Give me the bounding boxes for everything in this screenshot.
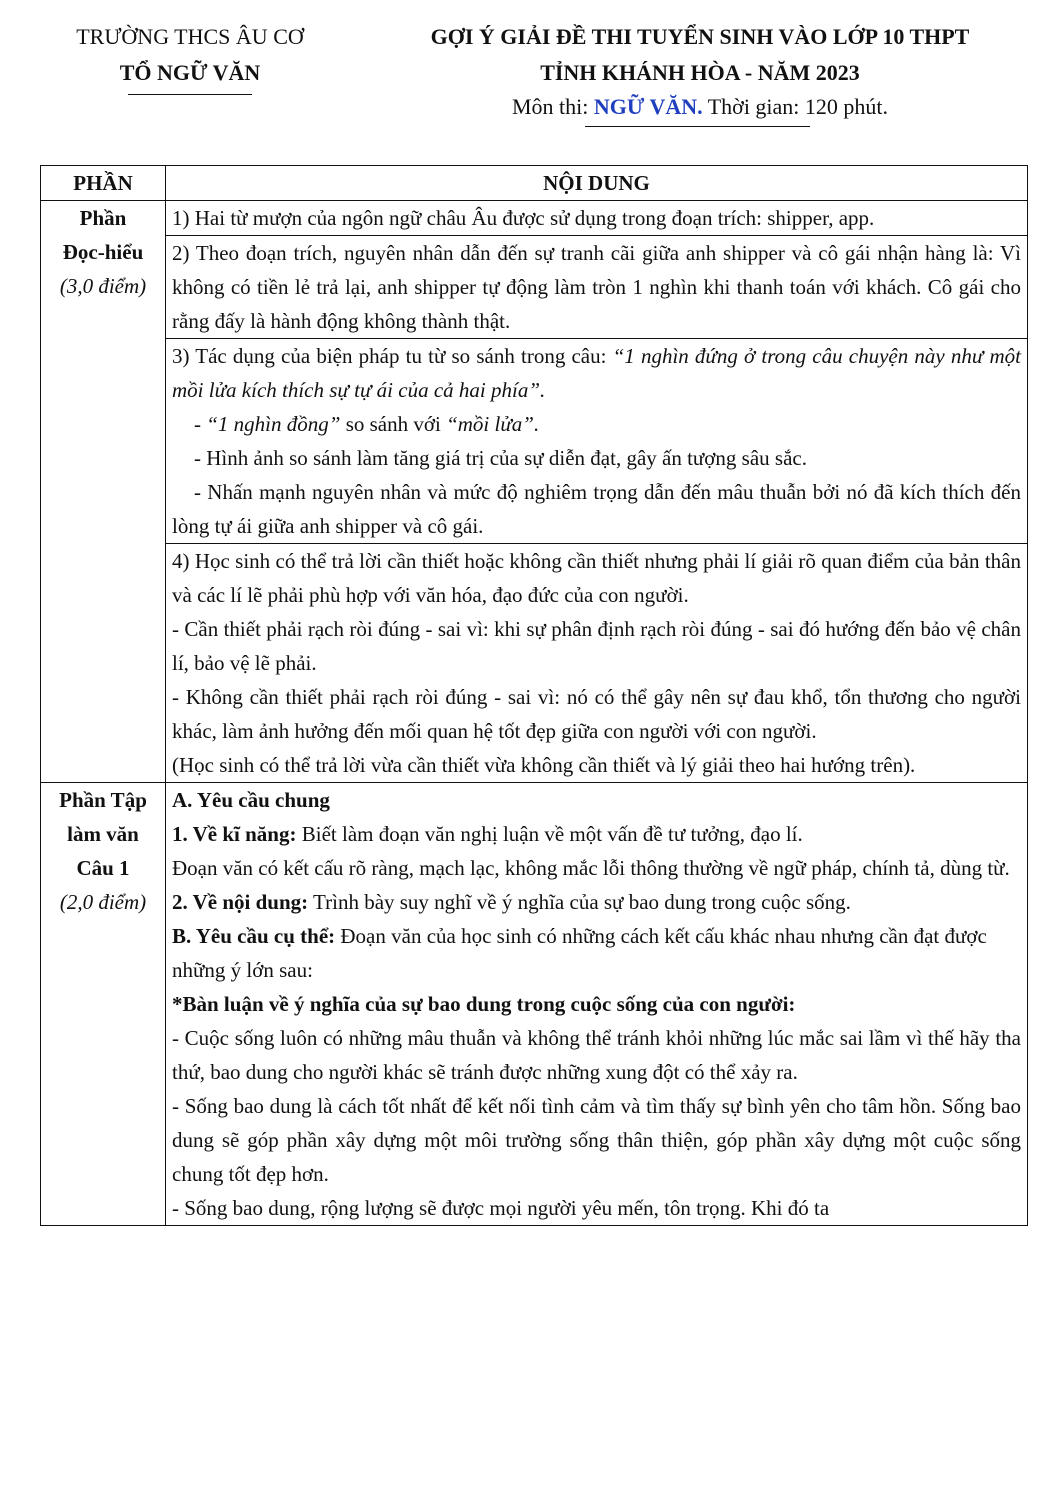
q4-para-4: (Học sinh có thể trả lời vừa cần thiết vừa không cần thiết và lý giải theo hai hướng trên). [172,753,916,777]
writing-skill-label: 1. Về kĩ năng: [172,822,297,846]
q4-para-1: 4) Học sinh có thể trả lời cần thiết hoặc không cần thiết nhưng phải lí giải rõ quan điểm của bản thân và các lí lẽ phải phù hợp với văn hóa, đạo đức của con người. [172,549,1021,607]
answer-q1-text: 1) Hai từ mượn của ngôn ngữ châu Âu được sử dụng trong đoạn trích: shipper, app. [172,206,875,230]
table-header-row [41,166,1028,201]
exam-subject-line [360,90,1040,124]
writing-skill [172,817,1021,851]
subject-name: NGỮ VĂN. [593,94,703,119]
q3-b1-dash: - [194,412,207,436]
answer-q3 [166,339,1028,544]
q3-bullet-2: - Hình ảnh so sánh làm tăng giá trị của sự diễn đạt, gây ấn tượng sâu sắc. [194,446,807,470]
school-underline [128,94,252,95]
writing-content-text: Trình bày suy nghĩ về ý nghĩa của sự bao dung trong cuộc sống. [308,890,851,914]
answer-q4 [166,544,1028,783]
q3-quote: “1 nghìn đứng ở trong câu chuyện này như một mồi lửa kích thích sự tự ái của cả hai phía”. [172,344,1021,402]
writing-skill-text2: Đoạn văn có kết cấu rõ ràng, mạch lạc, không mắc lỗi thông thường về ngữ pháp, chính tả, dùng từ. [172,856,1010,880]
section-writing [41,783,166,1226]
table-row [41,201,1028,236]
section-writing-name3: Câu 1 [76,856,130,880]
q3-b1-quote2: “mồi lửa”. [446,412,540,436]
section-reading-name1: Phần [79,206,127,230]
q3-b1-mid: so sánh với [340,412,447,436]
q3-bullet-3: - Nhấn mạnh nguyên nhân và mức độ nghiêm trọng dẫn đến mâu thuẫn bởi nó đã kích thích đến lòng tự ái giữa anh shipper và cô gái. [172,480,1021,538]
q3-bullet-1 [172,407,1021,441]
table-row [41,339,1028,544]
section-writing-score: (2,0 điểm) [59,890,147,914]
writing-discussion-title: *Bàn luận về ý nghĩa của sự bao dung trong cuộc sống của con người: [172,992,796,1016]
table-row [41,236,1028,339]
exam-underline [585,126,810,127]
answer-writing [166,783,1028,1226]
exam-title: GỢI Ý GIẢI ĐỀ THI TUYỂN SINH VÀO LỚP 10 THPT [430,24,970,49]
section-writing-name1: Phần Tập [59,788,147,812]
table-row [41,544,1028,783]
table-row [41,783,1028,1226]
section-writing-name2: làm văn [67,822,139,846]
q3-b1-quote1: “1 nghìn đồng” [206,412,341,436]
writing-general-req: A. Yêu cầu chung [172,788,330,812]
answer-q1 [166,201,1028,236]
writing-content-label: 2. Về nội dung: [172,890,309,914]
answer-q3-intro [172,339,1021,407]
section-reading-score: (3,0 điểm) [59,274,147,298]
writing-point-2: - Sống bao dung là cách tốt nhất để kết nối tình cảm và tìm thấy sự bình yên cho tâm hồn. Sống bao dung sẽ góp phần xây dựng một môi trường sống thân thiện, góp phần xây dựng một cuộc sống chung tốt đẹp hơn. [172,1094,1021,1186]
header-content: NỘI DUNG [166,166,1028,201]
writing-specific [172,919,1021,987]
section-reading-name2: Đọc-hiểu [62,240,144,264]
school-name: TRƯỜNG THCS ÂU CƠ [76,24,304,49]
q4-para-2: - Cần thiết phải rạch ròi đúng - sai vì: khi sự phân định rạch ròi đúng - sai đó hướng đến bảo vệ chân lí, bảo vệ lẽ phải. [172,617,1021,675]
exam-time: Thời gian: 120 phút. [702,94,889,119]
exam-province-year: TỈNH KHÁNH HÒA - NĂM 2023 [540,60,860,85]
answer-q2-text: 2) Theo đoạn trích, nguyên nhân dẫn đến sự tranh cãi giữa anh shipper và cô gái nhận hàng là: Vì không có tiền lẻ trả lại, anh shipper tự động làm tròn 1 nghìn khi thanh toán với khách. Cô gái cho rằng đấy là hành động không thành thật. [172,241,1021,333]
q4-para-3: - Không cần thiết phải rạch ròi đúng - sai vì: nó có thể gây nên sự đau khổ, tổn thương cho người khác, làm ảnh hưởng đến mối quan hệ tốt đẹp giữa con người với con người. [172,685,1021,743]
section-reading [41,201,166,783]
writing-content [172,885,1021,919]
writing-specific-label: B. Yêu cầu cụ thể: [172,924,336,948]
writing-skill-text: Biết làm đoạn văn nghị luận về một vấn đề tư tưởng, đạo lí. [296,822,803,846]
answer-table [40,165,1028,1226]
writing-point-3: - Sống bao dung, rộng lượng sẽ được mọi người yêu mến, tôn trọng. Khi đó ta [172,1196,830,1220]
answer-q2 [166,236,1028,339]
subject-prefix: Môn thi: [511,94,594,119]
header-section: PHẦN [41,166,166,201]
writing-point-1: - Cuộc sống luôn có những mâu thuẫn và không thể tránh khỏi những lúc mắc sai lầm vì thế hãy tha thứ, bao dung cho người khác sẽ tránh được những xung đột có thể xảy ra. [172,1026,1021,1084]
document-header [0,0,1056,165]
q3-intro-text: 3) Tác dụng của biện pháp tu từ so sánh trong câu: [172,344,613,368]
department-name: TỔ NGỮ VĂN [119,60,261,85]
writing-specific-text: Đoạn văn của học sinh có những cách kết cấu khác nhau nhưng cần đạt được những ý lớn sau: [172,924,987,982]
